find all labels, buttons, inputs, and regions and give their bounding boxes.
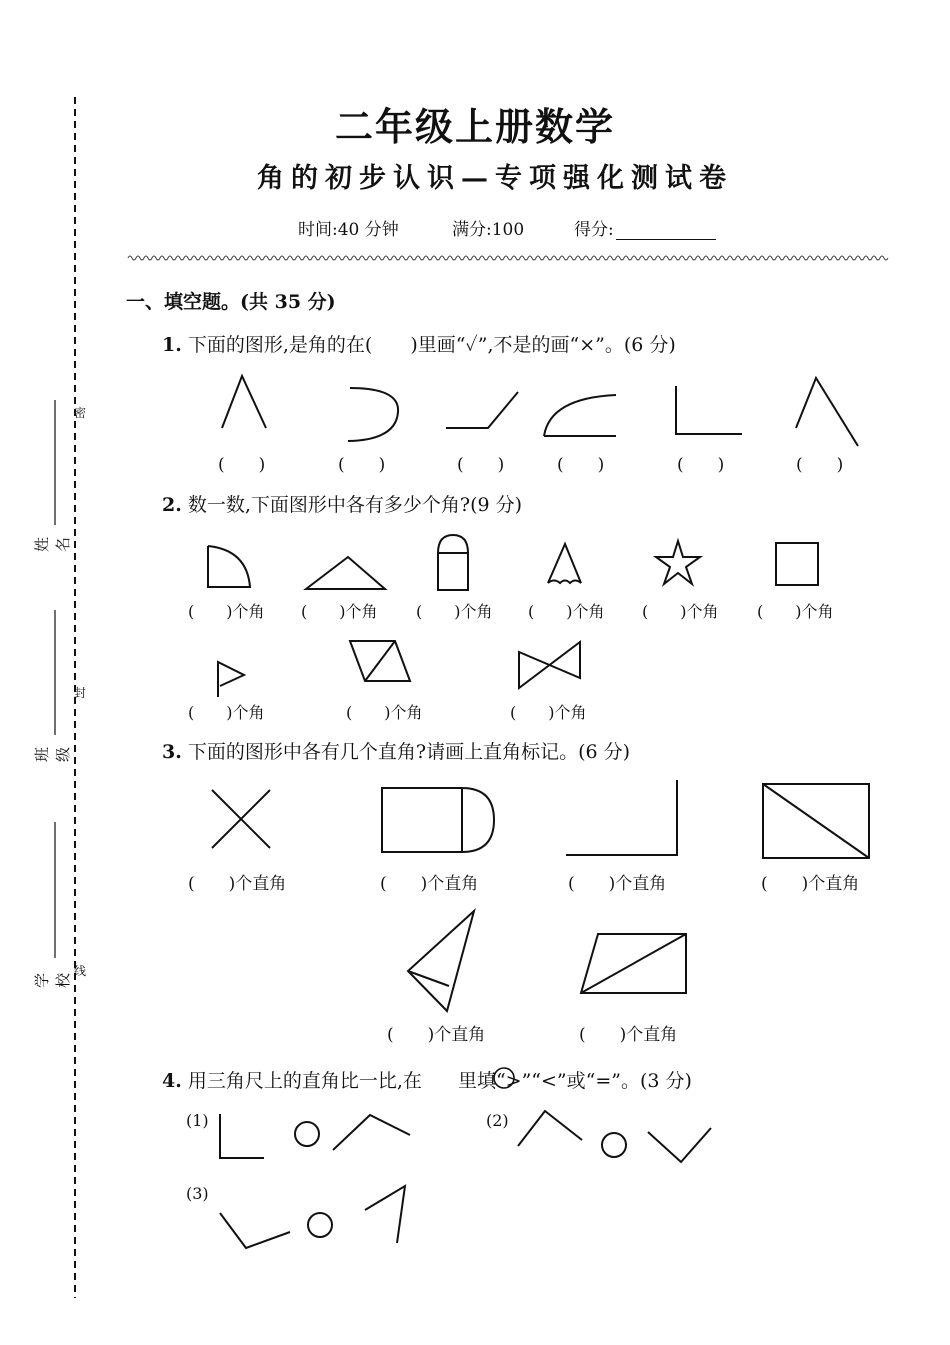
q2-bowtie bbox=[519, 642, 580, 688]
q2-arch-shape bbox=[438, 535, 468, 590]
q2-answer-9: ( )个角 bbox=[510, 703, 587, 722]
seal-char-xian: 线 bbox=[74, 964, 87, 978]
q1-figure-6 bbox=[796, 378, 858, 446]
q4-number: 4. bbox=[162, 1070, 182, 1092]
class-label: 班级 bbox=[33, 746, 72, 762]
q2-answer-5: ( )个角 bbox=[642, 602, 719, 621]
q3-rect-diagonal bbox=[763, 784, 869, 858]
full-score: 满分:100 bbox=[452, 220, 525, 240]
q2-flag bbox=[218, 662, 244, 697]
q3-cross bbox=[212, 790, 270, 848]
page-title: 二年级上册数学 bbox=[334, 105, 615, 149]
q4-prompt bbox=[162, 1066, 692, 1093]
q2-answer-8: ( )个角 bbox=[346, 703, 423, 722]
q1-blank-1: ( ) bbox=[218, 455, 266, 475]
wavy-separator bbox=[128, 256, 888, 260]
q1-blank-6: ( ) bbox=[796, 455, 844, 475]
q2-prompt bbox=[162, 490, 522, 517]
q4-2-angle-left bbox=[518, 1111, 582, 1146]
q1-figure-5 bbox=[676, 386, 742, 434]
q1-blank-2: ( ) bbox=[338, 455, 386, 475]
seal-char-mi: 密 bbox=[74, 406, 87, 420]
q3-right-angle bbox=[566, 780, 677, 855]
q3-answer-1: ( )个直角 bbox=[188, 874, 287, 894]
q1-prompt bbox=[162, 330, 676, 357]
q2-square bbox=[776, 543, 818, 585]
q1-number: 1. bbox=[162, 334, 182, 356]
q1-figure-1 bbox=[222, 376, 266, 428]
q3-answer-2: ( )个直角 bbox=[380, 874, 479, 894]
q1-figure-4 bbox=[544, 395, 616, 436]
q4-1-angle bbox=[333, 1115, 410, 1150]
q4-1-right-angle bbox=[220, 1114, 264, 1158]
q2-star bbox=[656, 541, 700, 584]
q3-triangle-split bbox=[408, 911, 474, 1011]
q2-answer-3: ( )个角 bbox=[416, 602, 493, 621]
q2-answer-1: ( )个角 bbox=[188, 602, 265, 621]
q3-answer-3: ( )个直角 bbox=[568, 874, 667, 894]
q3-answer-5: ( )个直角 bbox=[387, 1025, 486, 1045]
q1-text: 下面的图形,是角的在( )里画“✓”,不是的画“×”。(6 分) bbox=[187, 334, 676, 356]
q3-rect-semicircle bbox=[382, 788, 494, 852]
score-blank bbox=[616, 221, 716, 240]
score-label: 得分: bbox=[574, 220, 614, 240]
q1-figure-2 bbox=[348, 388, 398, 441]
q2-quarter-circle bbox=[208, 546, 250, 587]
q2-answer-7: ( )个角 bbox=[188, 703, 265, 722]
q3-answer-6: ( )个直角 bbox=[579, 1025, 678, 1045]
q4-text-b: 里填“>”“<”或“=”。(3 分) bbox=[457, 1070, 692, 1092]
q3-prompt bbox=[162, 737, 630, 764]
score-field bbox=[574, 215, 716, 240]
q4-3-angle-right bbox=[365, 1186, 405, 1243]
time-limit: 时间:40 分钟 bbox=[298, 220, 399, 240]
q1-blank-3: ( ) bbox=[457, 455, 505, 475]
q2-answer-4: ( )个角 bbox=[528, 602, 605, 621]
page-subtitle: 角的初步认识—专项强化测试卷 bbox=[257, 163, 733, 194]
section-heading: 一、填空题。(共 35 分) bbox=[126, 291, 336, 313]
q1-blank-5: ( ) bbox=[677, 455, 725, 475]
q4-3-circle bbox=[308, 1213, 332, 1237]
q4-3-angle-left bbox=[220, 1213, 290, 1248]
name-label: 姓名 bbox=[33, 536, 72, 552]
q4-label-2: (2) bbox=[486, 1111, 509, 1130]
q2-answer-2: ( )个角 bbox=[301, 602, 378, 621]
q4-text-a: 用三角尺上的直角比一比,在 bbox=[187, 1070, 422, 1092]
q1-figure-3 bbox=[446, 392, 518, 428]
q4-2-circle bbox=[602, 1133, 626, 1157]
q3-parallelogram-diagonal bbox=[581, 934, 686, 993]
q4-label-3: (3) bbox=[186, 1184, 209, 1203]
q3-number: 3. bbox=[162, 741, 182, 763]
q2-cone bbox=[548, 544, 581, 583]
q4-label-1: (1) bbox=[186, 1111, 209, 1130]
q2-parallelogram bbox=[350, 641, 410, 681]
q3-answer-4: ( )个直角 bbox=[761, 874, 860, 894]
q2-text: 数一数,下面图形中各有多少个角?(9 分) bbox=[187, 494, 523, 516]
q1-blank-4: ( ) bbox=[557, 455, 605, 475]
q3-text: 下面的图形中各有几个直角?请画上直角标记。(6 分) bbox=[187, 741, 631, 763]
q2-triangle bbox=[306, 557, 385, 589]
school-label: 学校 bbox=[33, 972, 72, 988]
q4-2-angle-right bbox=[648, 1128, 711, 1162]
q4-1-circle bbox=[295, 1122, 319, 1146]
q2-number: 2. bbox=[162, 494, 182, 516]
q2-answer-6: ( )个角 bbox=[757, 602, 834, 621]
seal-char-feng: 封 bbox=[74, 686, 87, 700]
